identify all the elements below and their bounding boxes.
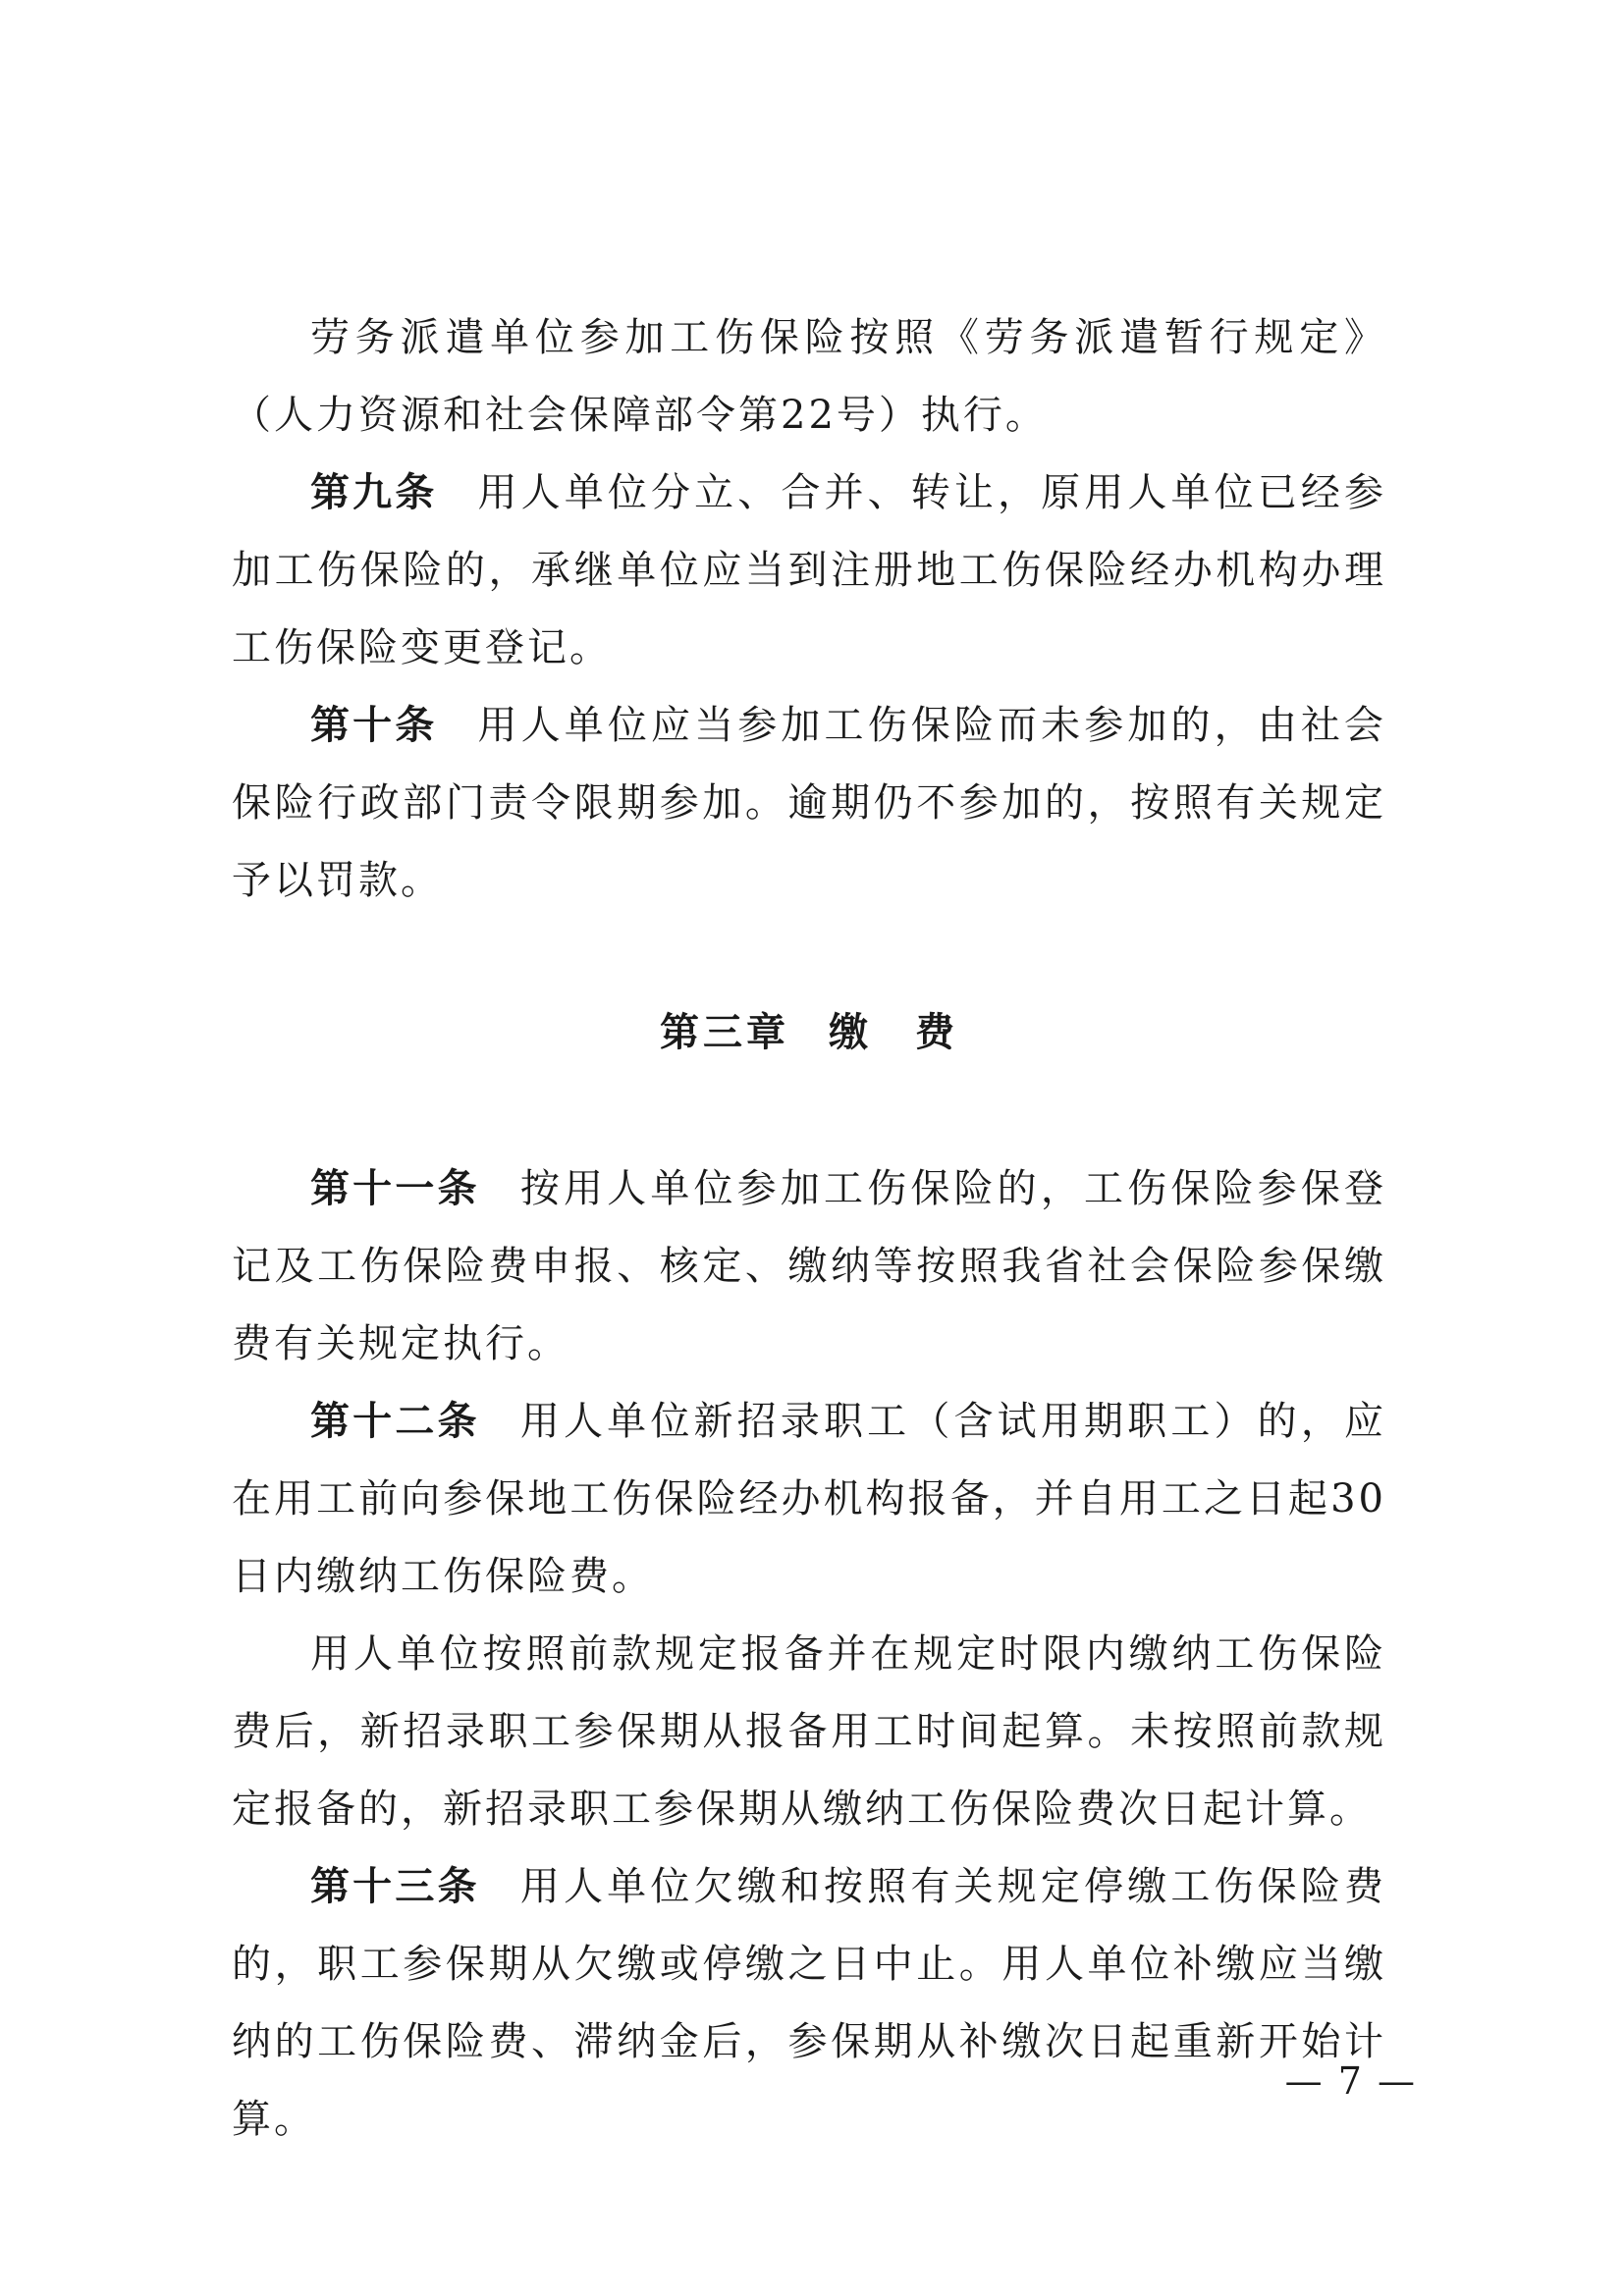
chapter-title: 缴 费 bbox=[829, 1010, 958, 1055]
article-text: 用人单位新招录职工（含试用期职工）的，应在用工前向参保地工伤保险经办机构报备，并自用工之日起30日内缴纳工伤保险费。 bbox=[232, 1399, 1387, 1599]
article-number: 第十条 bbox=[310, 703, 438, 748]
article-text: 按用人单位参加工伤保险的，工伤保险参保登记及工伤保险费申报、核定、缴纳等按照我省社会保险参保缴费有关规定执行。 bbox=[232, 1166, 1387, 1366]
article-9 bbox=[232, 454, 1386, 687]
article-10 bbox=[232, 687, 1386, 920]
article-text: 用人单位应当参加工伤保险而未参加的，由社会保险行政部门责令限期参加。逾期仍不参加的，按照有关规定予以罚款。 bbox=[232, 703, 1386, 903]
article-number: 第十三条 bbox=[310, 1864, 480, 1909]
article-text: 用人单位欠缴和按照有关规定停缴工伤保险费的，职工参保期从欠缴或停缴之日中止。用人单位补缴应当缴纳的工伤保险费、滞纳金后，参保期从补缴次日起重新开始计算。 bbox=[232, 1864, 1387, 2142]
paragraph-labor-dispatch bbox=[232, 299, 1386, 454]
article-12 bbox=[232, 1383, 1386, 1616]
article-number: 第十二条 bbox=[310, 1399, 480, 1444]
document-body bbox=[232, 299, 1386, 2159]
article-13 bbox=[232, 1848, 1386, 2159]
paragraph-registration-period bbox=[232, 1616, 1386, 1848]
article-text: 用人单位分立、合并、转让，原用人单位已经参加工伤保险的，承继单位应当到注册地工伤保险经办机构办理工伤保险变更登记。 bbox=[232, 470, 1386, 670]
article-11 bbox=[232, 1150, 1386, 1383]
paragraph-text: 用人单位按照前款规定报备并在规定时限内缴纳工伤保险费后，新招录职工参保期从报备用工时间起算。未按照前款规定报备的，新招录职工参保期从缴纳工伤保险费次日起计算。 bbox=[232, 1631, 1386, 1832]
article-number: 第九条 bbox=[310, 470, 438, 515]
page-number: — 7 — bbox=[1284, 2059, 1417, 2103]
chapter-number: 第三章 bbox=[660, 1010, 789, 1055]
paragraph-text: 劳务派遣单位参加工伤保险按照《劳务派遣暂行规定》（人力资源和社会保障部令第22号）执行。 bbox=[232, 315, 1386, 438]
article-number: 第十一条 bbox=[310, 1166, 480, 1211]
chapter-heading bbox=[232, 994, 1386, 1072]
